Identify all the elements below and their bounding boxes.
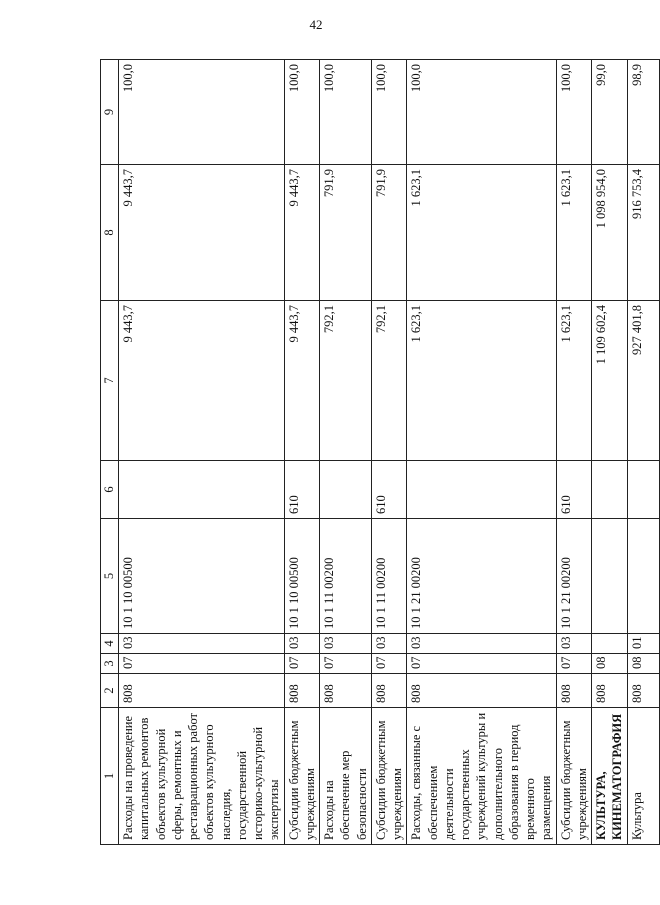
cell-code: 808 [556, 674, 592, 708]
table-row [320, 60, 372, 845]
cell-section: 08 [592, 654, 628, 674]
cell-percent: 100,0 [556, 60, 592, 165]
cell-code: 808 [407, 674, 556, 708]
cell-percent: 100,0 [407, 60, 556, 165]
cell-planned: 792,1 [320, 301, 372, 461]
header-cell: 6 [101, 461, 119, 519]
cell-planned: 1 623,1 [556, 301, 592, 461]
cell-actual: 9 443,7 [284, 165, 320, 301]
cell-target [627, 519, 659, 634]
cell-target [592, 519, 628, 634]
table-row [407, 60, 556, 845]
row-name: Расходы на обеспечение мер безопасности [320, 708, 372, 845]
cell-section: 07 [407, 654, 556, 674]
cell-actual: 1 098 954,0 [592, 165, 628, 301]
cell-target: 10 1 11 00200 [320, 519, 372, 634]
cell-target: 10 1 21 00200 [407, 519, 556, 634]
table-row [627, 60, 659, 845]
header-cell: 4 [101, 634, 119, 654]
cell-percent: 100,0 [119, 60, 285, 165]
row-name: Субсидии бюджетным учреждениям [556, 708, 592, 845]
row-name: Расходы, связанные с обеспечением деятельности государственных учреждений культуры и дополнительного образования в период временного размещения [407, 708, 556, 845]
row-name: Культура [627, 708, 659, 845]
cell-code: 808 [592, 674, 628, 708]
cell-target: 10 1 10 00500 [284, 519, 320, 634]
cell-subsection: 03 [284, 634, 320, 654]
header-cell: 1 [101, 708, 119, 845]
cell-percent: 100,0 [320, 60, 372, 165]
cell-subsection [592, 634, 628, 654]
cell-subsection: 01 [627, 634, 659, 654]
header-cell: 2 [101, 674, 119, 708]
cell-percent: 100,0 [284, 60, 320, 165]
table-row [119, 60, 285, 845]
table-row [556, 60, 592, 845]
cell-type: 610 [284, 461, 320, 519]
cell-subsection: 03 [119, 634, 285, 654]
cell-section: 08 [627, 654, 659, 674]
cell-target: 10 1 21 00200 [556, 519, 592, 634]
row-name: Расходы на проведение капитальных ремонтов объектов культурной сферы, ремонтных и реставрационных работ объектов культурного наследия, государственной историко-культурной экспертизы [119, 708, 285, 845]
header-cell: 7 [101, 301, 119, 461]
cell-actual: 791,9 [371, 165, 407, 301]
cell-actual: 791,9 [320, 165, 372, 301]
cell-section: 07 [371, 654, 407, 674]
cell-type: 610 [556, 461, 592, 519]
cell-target: 10 1 10 00500 [119, 519, 285, 634]
cell-type [119, 461, 285, 519]
cell-actual: 9 443,7 [119, 165, 285, 301]
cell-type [320, 461, 372, 519]
row-name: КУЛЬТУРА, КИНЕМАТОГРАФИЯ [592, 708, 628, 845]
header-cell: 5 [101, 519, 119, 634]
cell-percent: 98,9 [627, 60, 659, 165]
cell-subsection: 03 [407, 634, 556, 654]
table-row [284, 60, 320, 845]
cell-planned: 9 443,7 [284, 301, 320, 461]
cell-subsection: 03 [320, 634, 372, 654]
row-name: Субсидии бюджетным учреждениям [371, 708, 407, 845]
cell-actual: 1 623,1 [407, 165, 556, 301]
cell-planned: 9 443,7 [119, 301, 285, 461]
cell-subsection: 03 [556, 634, 592, 654]
cell-type: 610 [371, 461, 407, 519]
table-row [371, 60, 407, 845]
header-cell: 3 [101, 654, 119, 674]
cell-actual: 1 623,1 [556, 165, 592, 301]
cell-code: 808 [320, 674, 372, 708]
cell-percent: 100,0 [371, 60, 407, 165]
cell-code: 808 [119, 674, 285, 708]
header-cell: 9 [101, 60, 119, 165]
page-number: 42 [309, 17, 323, 32]
cell-section: 07 [119, 654, 285, 674]
cell-code: 808 [371, 674, 407, 708]
row-name: Субсидии бюджетным учреждениям [284, 708, 320, 845]
cell-planned: 1 109 602,4 [592, 301, 628, 461]
cell-code: 808 [284, 674, 320, 708]
cell-planned: 927 401,8 [627, 301, 659, 461]
cell-section: 07 [320, 654, 372, 674]
cell-type [627, 461, 659, 519]
cell-target: 10 1 11 00200 [371, 519, 407, 634]
header-row [101, 60, 119, 845]
cell-subsection: 03 [371, 634, 407, 654]
cell-section: 07 [556, 654, 592, 674]
cell-planned: 792,1 [371, 301, 407, 461]
cell-actual: 916 753,4 [627, 165, 659, 301]
cell-percent: 99,0 [592, 60, 628, 165]
rotated-table-container [100, 60, 644, 845]
budget-table [100, 59, 660, 845]
cell-type [592, 461, 628, 519]
header-cell: 8 [101, 165, 119, 301]
cell-planned: 1 623,1 [407, 301, 556, 461]
cell-section: 07 [284, 654, 320, 674]
table-row [592, 60, 628, 845]
cell-code: 808 [627, 674, 659, 708]
cell-type [407, 461, 556, 519]
